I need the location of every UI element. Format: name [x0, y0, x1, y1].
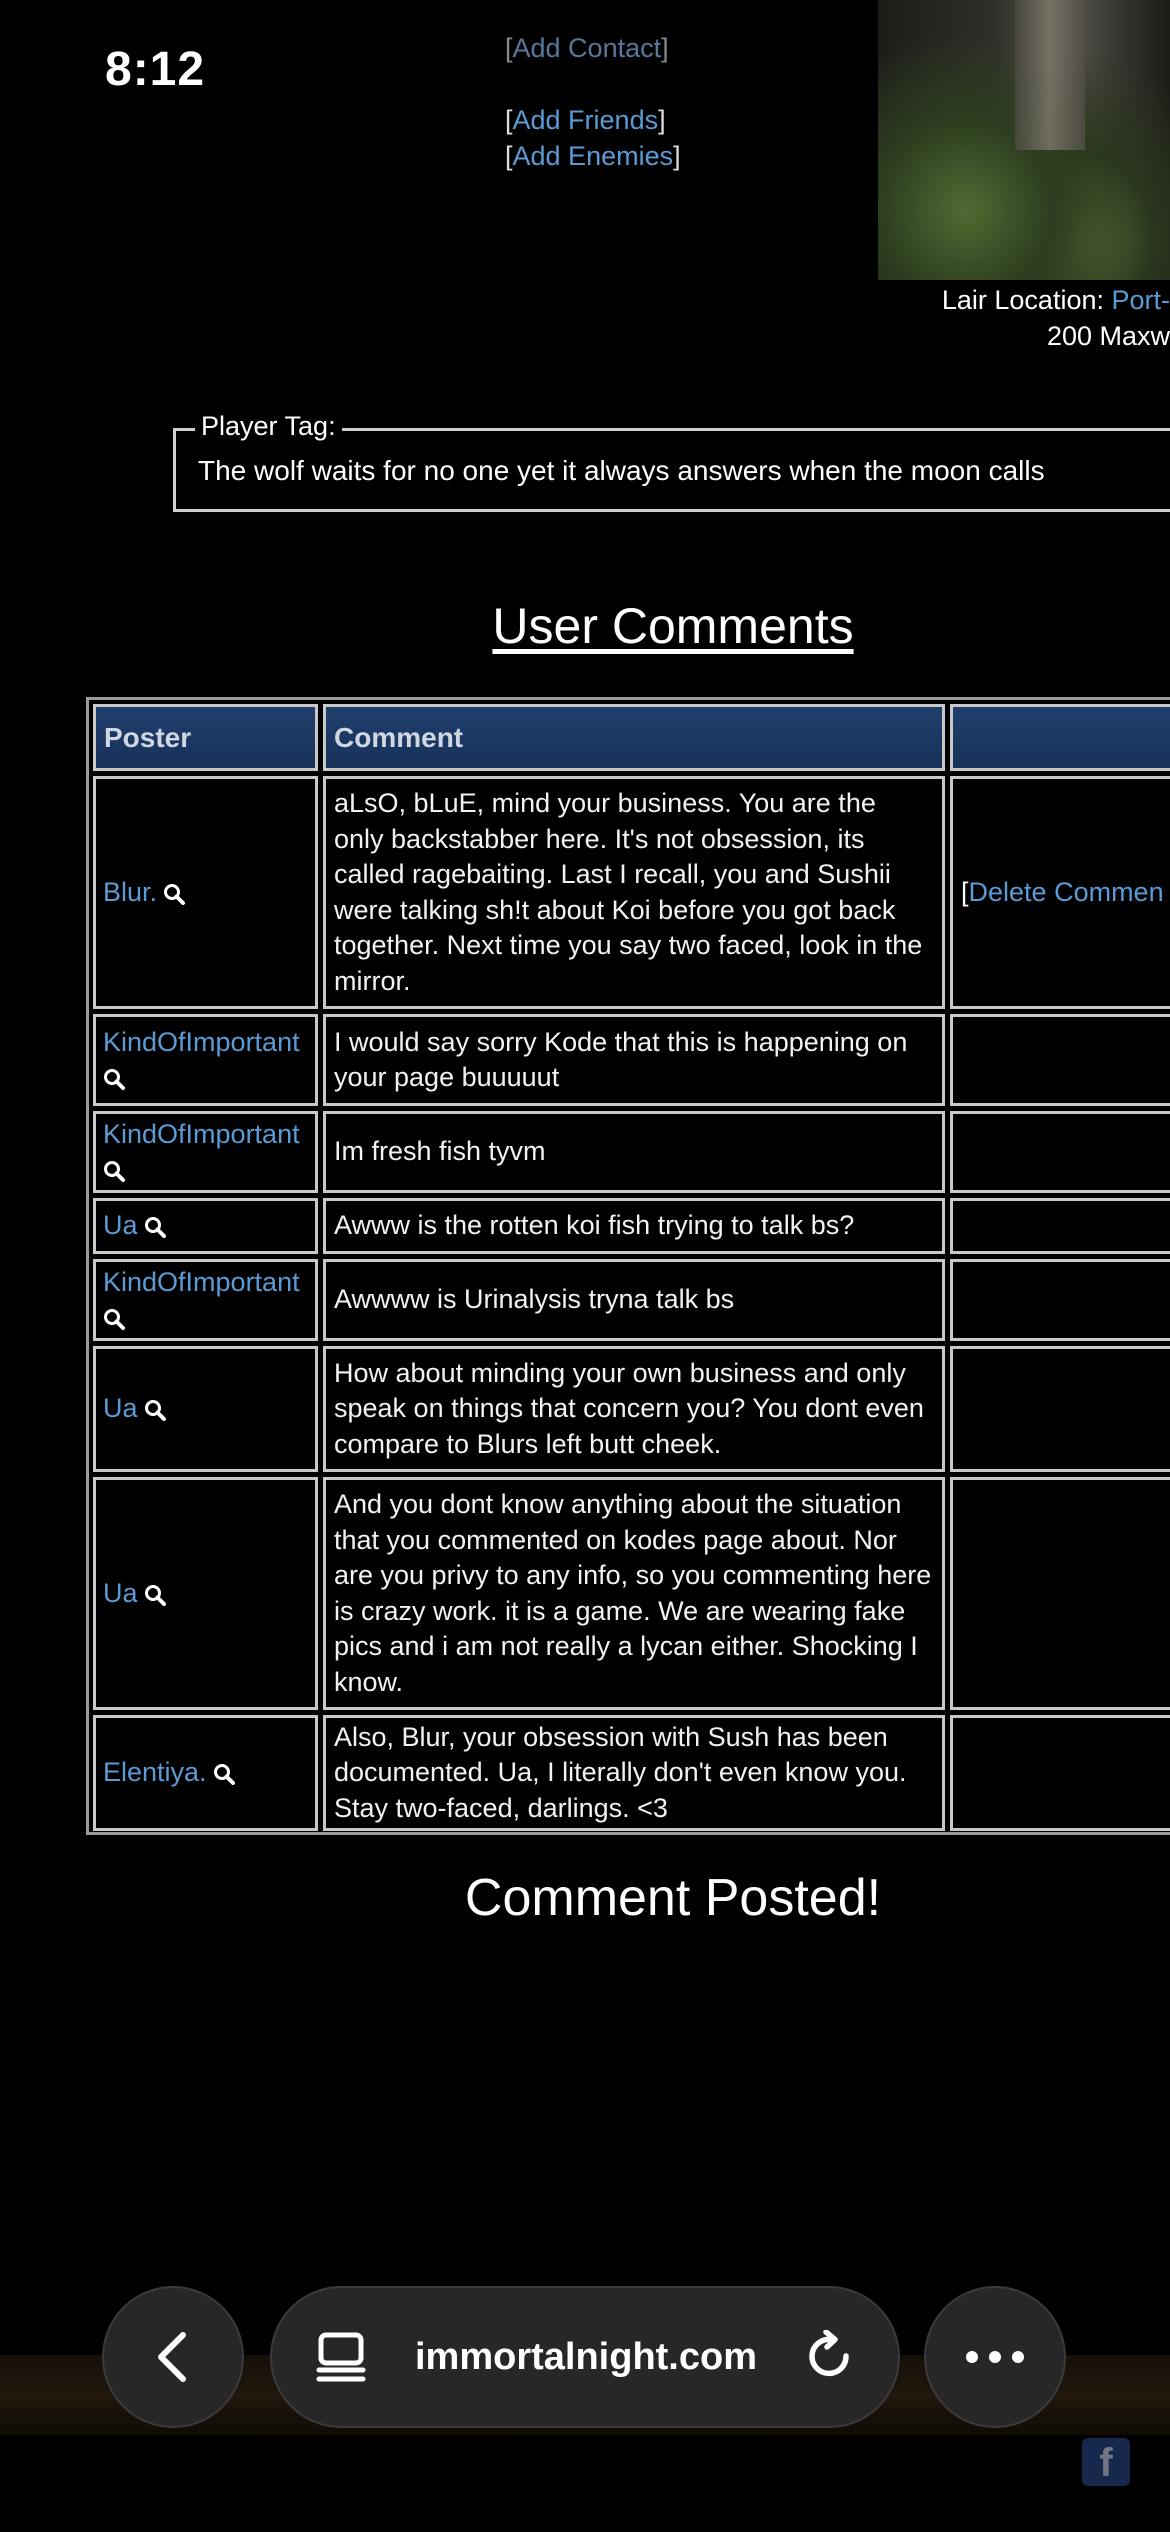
- poster-link[interactable]: KindOfImportant: [103, 1118, 300, 1149]
- actions-cell: [950, 1259, 1170, 1341]
- add-friends-link[interactable]: Add Friends: [512, 105, 659, 135]
- magnifier-icon[interactable]: [144, 1584, 166, 1606]
- contact-links: [Add Contact] [Add Friends] [Add Enemies]: [505, 33, 681, 171]
- lair-image-trunk: [1015, 0, 1085, 150]
- magnifier-icon[interactable]: [213, 1763, 235, 1785]
- table-row-poster: [93, 1111, 318, 1193]
- table-row-comment: I would say sorry Kode that this is happening on your page buuuuut: [323, 1014, 945, 1106]
- magnifier-icon[interactable]: [144, 1216, 166, 1238]
- actions-cell: [950, 1477, 1170, 1710]
- header-comment: Comment: [323, 704, 945, 771]
- delete-comment-link[interactable]: Delete Commen: [968, 876, 1164, 907]
- table-row-poster: [93, 776, 318, 1009]
- lair-location-label: Lair Location:: [941, 285, 1112, 315]
- poster-link[interactable]: Ua: [103, 1577, 138, 1608]
- magnifier-icon[interactable]: [103, 1308, 125, 1330]
- lair-location: [810, 282, 1170, 354]
- table-row-comment: Awww is the rotten koi fish trying to talk bs?: [323, 1198, 945, 1254]
- table-row-poster: [93, 1014, 318, 1106]
- status-time: 8:12: [105, 43, 206, 96]
- table-row-comment: And you dont know anything about the situation that you commented on kodes page about. Nor are you privy to any info, so you commenting here is crazy work. it is a game. We are wearing fake pics and i am not really a lycan either. Shocking I know.: [323, 1477, 945, 1710]
- user-comments-title: User Comments: [492, 598, 854, 654]
- comment-posted-message: Comment Posted!: [464, 1869, 882, 1927]
- magnifier-icon[interactable]: [144, 1399, 166, 1421]
- table-row-poster: [93, 1715, 318, 1831]
- actions-cell: [950, 1715, 1170, 1831]
- table-row-comment: Awwww is Urinalysis tryna talk bs: [323, 1259, 945, 1341]
- tabs-icon[interactable]: [316, 2331, 366, 2383]
- poster-link[interactable]: Ua: [103, 1210, 138, 1241]
- table-row-poster: [93, 1477, 318, 1710]
- poster-link[interactable]: KindOfImportant: [103, 1026, 300, 1057]
- more-options-button[interactable]: [924, 2286, 1066, 2428]
- actions-cell: [950, 1346, 1170, 1472]
- facebook-icon[interactable]: f: [1082, 2438, 1130, 2486]
- address-bar[interactable]: [270, 2286, 900, 2428]
- table-row-comment: Im fresh fish tyvm: [323, 1111, 945, 1193]
- table-row-poster: [93, 1259, 318, 1341]
- table-row-comment: Also, Blur, your obsession with Sush has been documented. Ua, I literally don't even know you. Stay two-faced, darlings. <3: [323, 1715, 945, 1831]
- reload-icon[interactable]: [806, 2330, 856, 2384]
- add-enemies-link[interactable]: Add Enemies: [512, 141, 674, 171]
- magnifier-icon[interactable]: [103, 1068, 125, 1090]
- actions-cell: [950, 1111, 1170, 1193]
- header-poster: Poster: [93, 704, 318, 771]
- poster-link[interactable]: KindOfImportant: [103, 1266, 300, 1297]
- magnifier-icon[interactable]: [163, 883, 185, 905]
- header-actions: [950, 704, 1170, 771]
- player-tag-legend: Player Tag:: [195, 411, 342, 442]
- add-contact-link[interactable]: Add Contact: [512, 33, 662, 63]
- table-row-poster: [93, 1346, 318, 1472]
- table-row-comment: How about minding your own business and only speak on things that concern you? You dont even compare to Blurs left butt cheek.: [323, 1346, 945, 1472]
- table-row-poster: [93, 1198, 318, 1254]
- poster-link[interactable]: Elentiya.: [103, 1757, 207, 1788]
- lair-location-link[interactable]: Port-: [1111, 285, 1170, 315]
- poster-link[interactable]: Ua: [103, 1393, 138, 1424]
- poster-link[interactable]: Blur.: [103, 876, 158, 907]
- magnifier-icon[interactable]: [103, 1160, 125, 1182]
- comments-table: [86, 697, 1170, 1835]
- actions-cell: [950, 1014, 1170, 1106]
- ellipsis-icon: [965, 2350, 1025, 2364]
- table-row-comment: aLsO, bLuE, mind your business. You are the only backstabber here. It's not obsession, its called ragebaiting. Last I recall, you and Sushii were talking sh!t about Koi before you got back together. Next time you say two faced, look in the mirror.: [323, 776, 945, 1009]
- delete-comment-cell: [ Delete Commen: [950, 776, 1170, 1009]
- actions-cell: [950, 1198, 1170, 1254]
- chevron-left-icon: [153, 2331, 193, 2383]
- url-text[interactable]: immortalnight.com: [414, 2335, 758, 2378]
- back-button[interactable]: [102, 2286, 244, 2428]
- player-tag-text: The wolf waits for no one yet it always answers when the moon calls: [198, 455, 1045, 486]
- lair-address: 200 Maxw: [1046, 321, 1170, 351]
